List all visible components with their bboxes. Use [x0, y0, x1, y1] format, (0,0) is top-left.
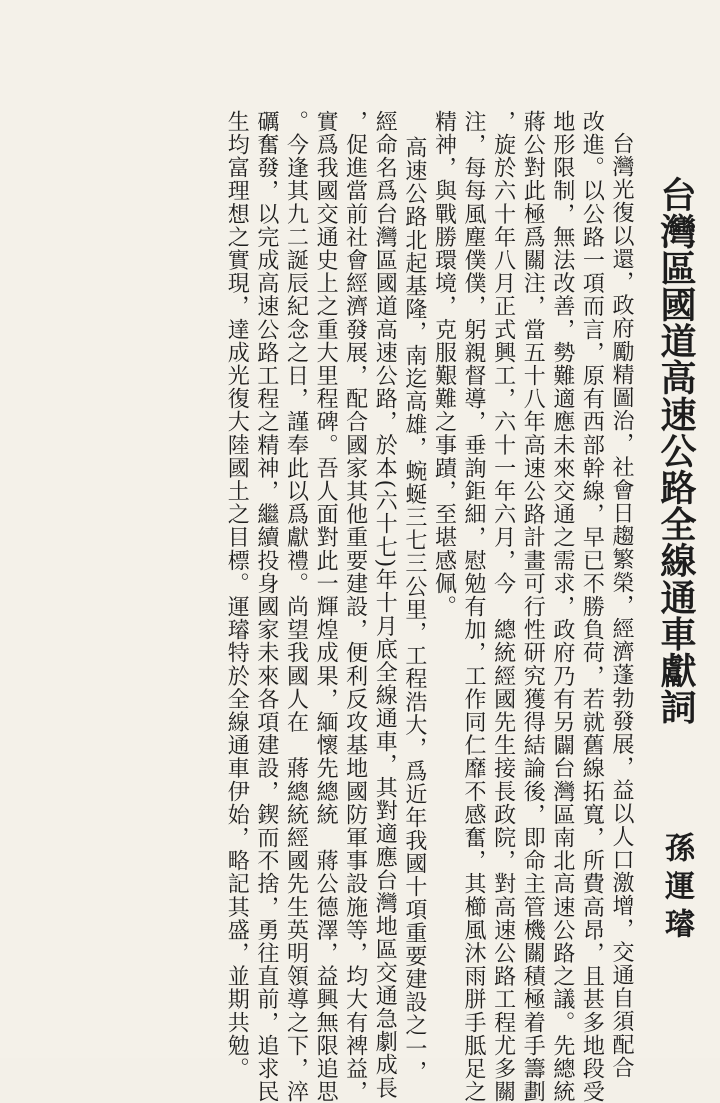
text-column: 蔣公對此極爲關注，當五十八年高速公路計畫可行性研究獲得結論後，即命主管機關積極着手籌劃: [520, 110, 546, 1103]
text-column: 實爲我國交通史上之重大里程碑。吾人面對此一輝煌成果，緬懷先總統 蔣公德澤，益興無限追思: [313, 110, 339, 1103]
page-title: 台灣區國道高速公路全線通車獻詞: [655, 176, 697, 725]
text-column: 高速公路北起基隆，南迄高雄，蜿蜒三七三公里，工程浩大，爲近年我國十項重要建設之一，: [401, 136, 427, 1084]
author-name: 孫運璿: [659, 832, 694, 946]
text-column: 精神，與戰勝環境，克服艱難之事蹟，至堪感佩。: [431, 110, 457, 619]
text-column: 台灣光復以還，政府勵精圖治，社會日趨繁榮，經濟蓬勃發展，益以人口激增，交通自須配合: [609, 132, 634, 1080]
text-column: ，旋於六十年八月正式興工，六十一年六月，今 總統經國先生接長政院，對高速公路工程尤多關: [490, 110, 516, 1103]
text-column: ，促進當前社會經濟發展，配合國家其他重要建設，便利反攻基地國防軍事設施等，均大有裨益，: [342, 110, 368, 1103]
text-column: 礪奮發，以完成高速公路工程之精神，繼續投身國家未來各項建設，鍥而不捨，勇往直前，追求民: [253, 110, 279, 1103]
text-column: 注，每每風塵僕僕，躬親督導，垂詢鉅細，慰勉有加，工作同仁靡不感奮，其櫛風沐雨胼手胝足之: [461, 110, 487, 1103]
text-column: 經命名爲台灣區國道高速公路，於本(六十七)年十月底全線通車，其對適應台灣地區交通急劇成長: [372, 110, 398, 1100]
dedication-text: [224, 110, 636, 1103]
text-column: 改進。以公路一項而言，原有西部幹線，早已不勝負荷，若就舊線拓寬，所費高昂，且甚多地段受: [579, 110, 605, 1103]
text-column: 。今逢其九二誕辰紀念之日，謹奉此以爲獻禮。尚望我國人在 蔣總統經國先生英明領導之下，淬: [283, 110, 309, 1103]
text-column: 生均富理想之實現，達成光復大陸國土之目標。運璿特於全線通車伊始，略記其盛，並期共勉。: [224, 110, 250, 1081]
text-column: 地形限制，無法改善，勢難適應未來交通之需求，政府乃有另闢台灣區南北高速公路之議。先總統: [549, 110, 575, 1103]
